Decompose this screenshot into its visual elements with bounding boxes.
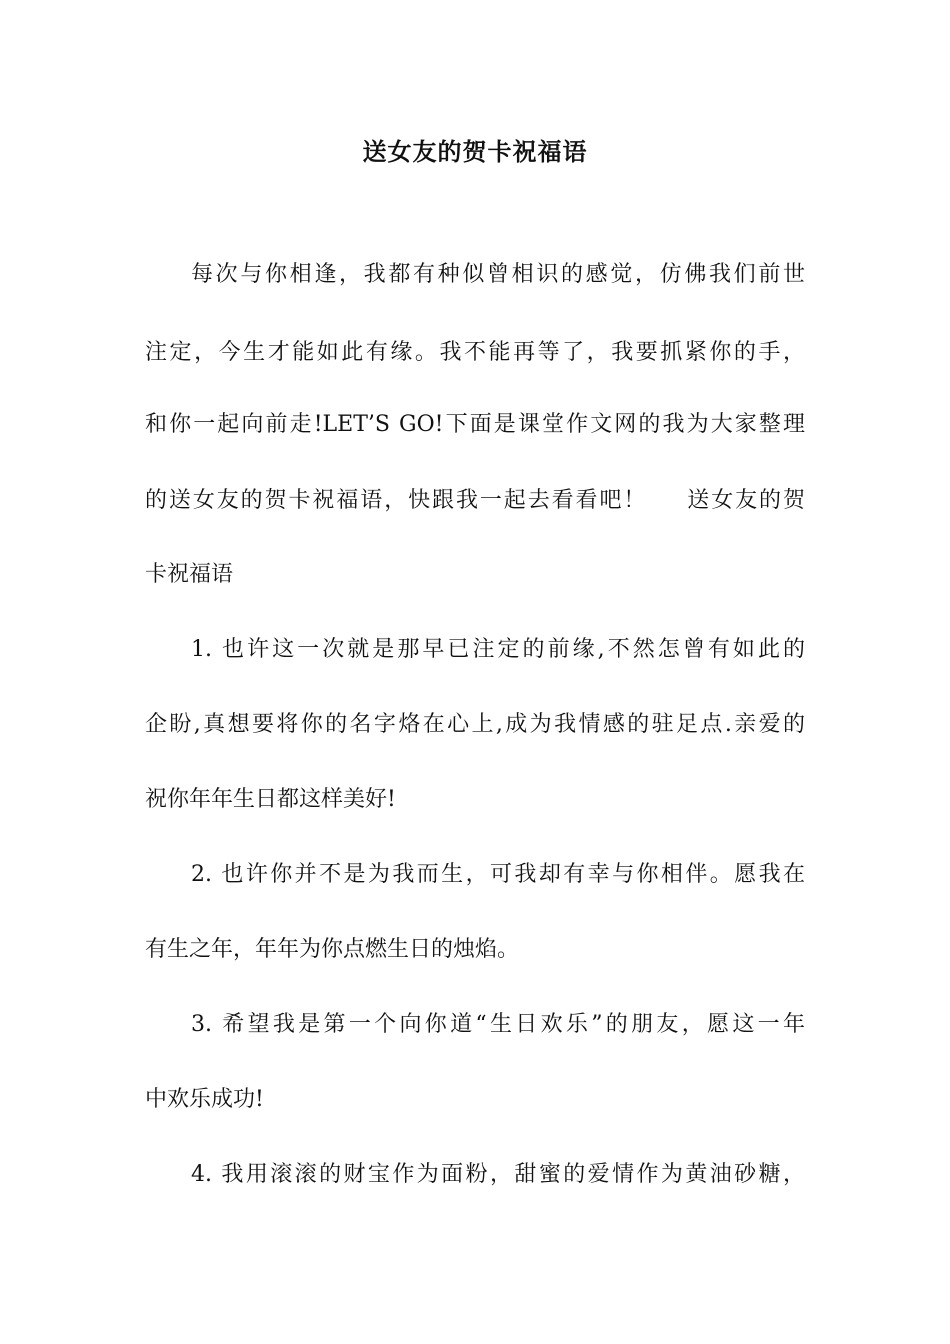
section-heading-part-1: 送女友的贺: [687, 488, 805, 513]
item-3-line-2: 中欢乐成功!: [145, 1087, 264, 1112]
intro-line-2: 注定，今生才能如此有缘。我不能再等了，我要抓紧你的手，: [145, 340, 805, 365]
intro-line-3: 和你一起向前走!LET’S GO!下面是课堂作文网的我为大家整理: [145, 412, 805, 437]
item-1-line-1: 1. 也许这一次就是那早已注定的前缘,不然怎曾有如此的: [191, 637, 805, 662]
section-heading-part-2: 卡祝福语: [145, 562, 234, 587]
item-1-line-3: 祝你年年生日都这样美好!: [145, 787, 396, 812]
document-title: 送女友的贺卡祝福语: [362, 137, 588, 166]
item-1-line-2: 企盼,真想要将你的名字烙在心上,成为我情感的驻足点.亲爱的: [145, 712, 805, 737]
item-2-line-2: 有生之年，年年为你点燃生日的烛焰。: [145, 937, 520, 962]
intro-line-4: [145, 481, 805, 521]
item-2-line-1: 2. 也许你并不是为我而生，可我却有幸与你相伴。愿我在: [191, 862, 805, 887]
intro-line-4-text: 的送女友的贺卡祝福语，快跟我一起去看看吧！: [145, 488, 648, 513]
intro-line-1: 每次与你相逢，我都有种似曾相识的感觉，仿佛我们前世: [191, 262, 805, 287]
item-4-line-1: 4. 我用滚滚的财宝作为面粉，甜蜜的爱情作为黄油砂糖，: [191, 1162, 805, 1187]
item-3-line-1: 3. 希望我是第一个向你道“生日欢乐”的朋友，愿这一年: [191, 1012, 805, 1037]
